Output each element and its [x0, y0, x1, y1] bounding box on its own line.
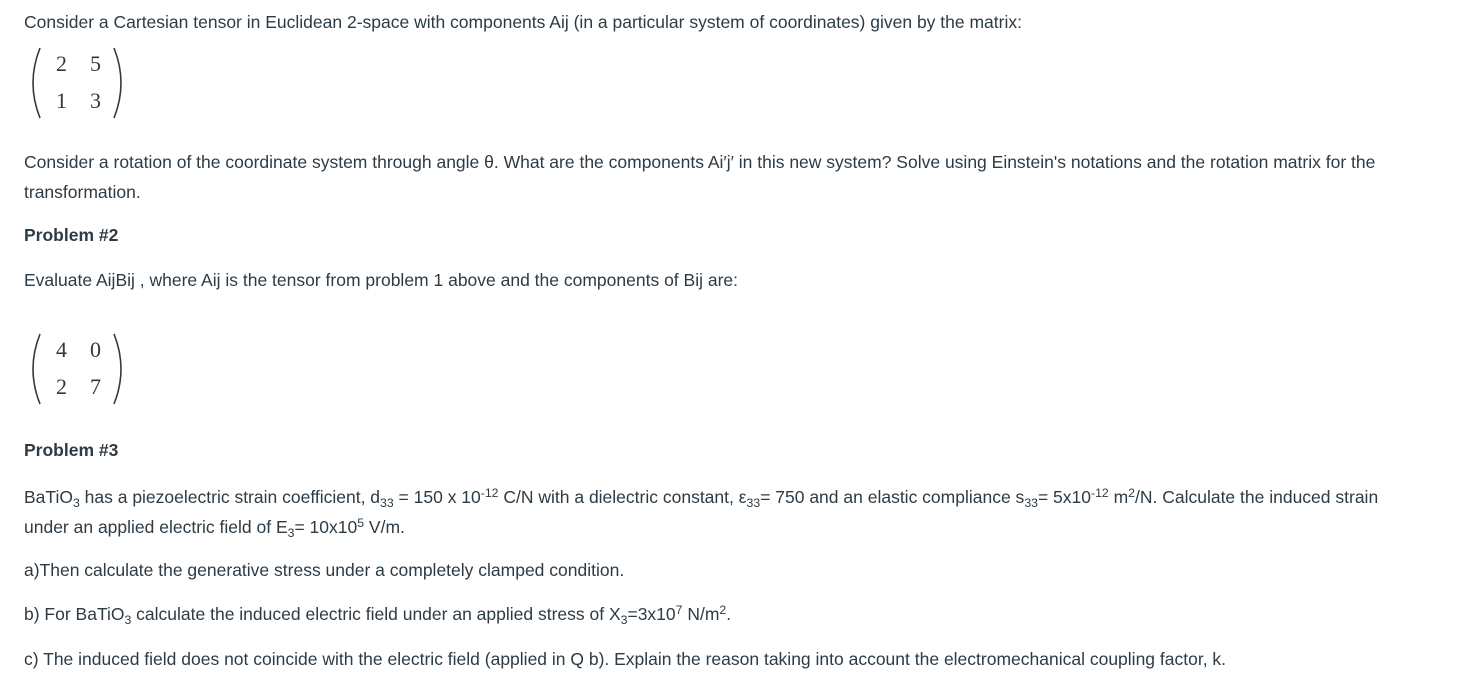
matrix-a-cell: 2 — [56, 51, 67, 76]
matrix-b — [26, 332, 154, 406]
problem3-main-text: BaTiO$_3$ has a piezoelectric strain coefficient, $d_{33} = 150$ x $10^{-12}$ C/N with a dielectric constant, $\varepsilon_{33}= 750$ and an elastic compliance $s_{33}= 5x10^{-12}$ $m^2/N$. Calculate the induced strain under an applied electric field of $E_3= 10x10^5$ V/m. — [24, 485, 1379, 540]
matrix-b-cell: 7 — [90, 374, 101, 399]
problem3-part-a: a)Then calculate the generative stress under a completely clamped condition. — [24, 560, 625, 580]
matrix-a-cell: 1 — [56, 88, 67, 113]
problem2-heading: Problem #2 — [24, 225, 119, 245]
matrix-a-cell: 5 — [90, 51, 101, 76]
matrix-a — [26, 46, 154, 120]
problem2-text: Evaluate AijBij , where Aij is the tensor from problem 1 above and the components of Bij are: — [24, 270, 738, 290]
intro-text: Consider a Cartesian tensor in Euclidean 2-space with components Aij (in a particular system of coordinates) given by the matrix: — [24, 12, 1022, 32]
problem3-part-c: c) The induced field does not coincide with the electric field (applied in Q b). Explain the reason taking into account the electromechanical coupling factor, k. — [24, 649, 1227, 669]
matrix-a-cell: 3 — [90, 88, 101, 113]
problem3-heading: Problem #3 — [24, 440, 119, 460]
problem3-part-b: b) For BaTiO$_3$ calculate the induced electric field under an applied stress of $X_3=3x10^7$ $N/m^2$. — [24, 602, 732, 627]
matrix-b-cell: 0 — [90, 337, 101, 362]
problem1-text: Consider a rotation of the coordinate system through angle θ. What are the components Ai′j′ in this new system? Solve using Einstein's notations and the rotation matrix for the transformation. — [24, 152, 1376, 202]
matrix-b-cell: 2 — [56, 374, 67, 399]
matrix-b-cell: 4 — [56, 337, 67, 362]
